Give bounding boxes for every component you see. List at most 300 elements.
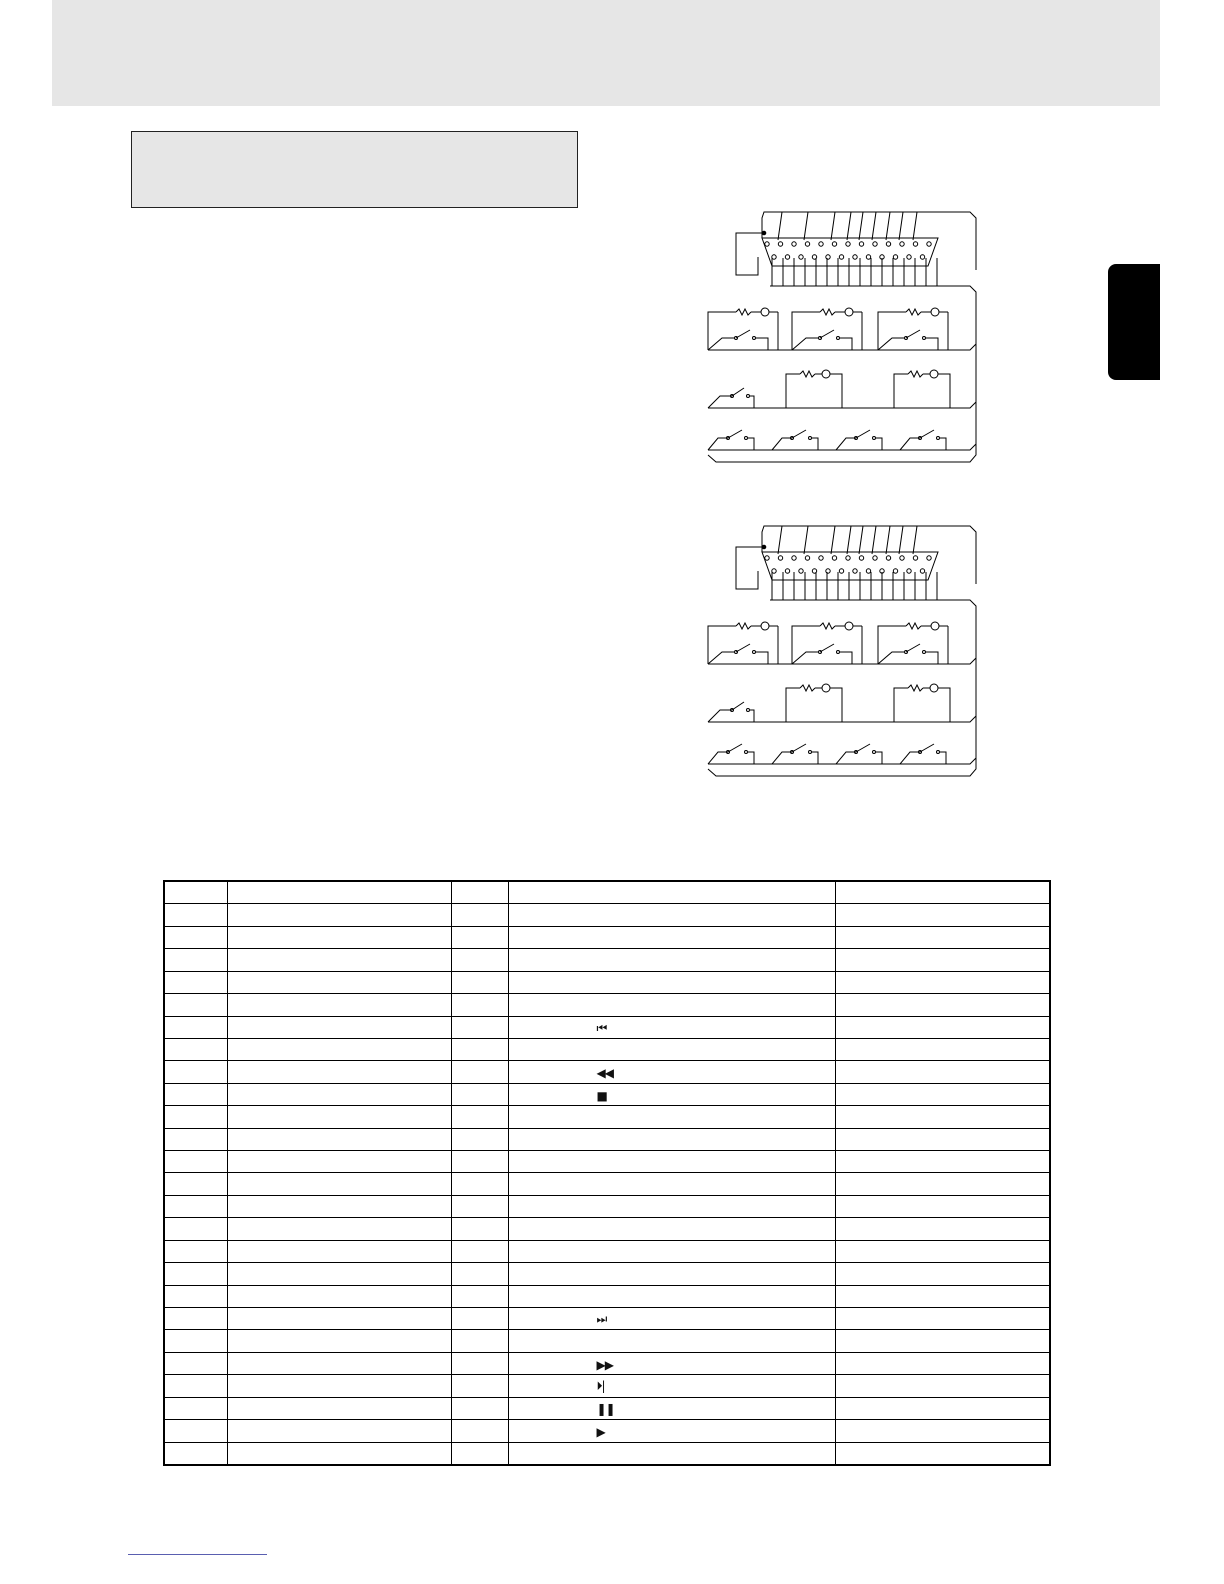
signal-wire xyxy=(859,212,863,240)
circuit-wire xyxy=(708,652,734,664)
signal-wire xyxy=(831,526,835,554)
table-cell xyxy=(835,1375,1050,1397)
circuit-wire xyxy=(926,652,938,664)
connector-pin xyxy=(927,556,931,560)
table-cell xyxy=(164,1061,227,1083)
table-cell xyxy=(227,1195,451,1217)
chapter-tab xyxy=(1108,264,1160,380)
switch-contact xyxy=(937,437,940,440)
table-cell xyxy=(508,1263,835,1285)
table-cell xyxy=(164,1397,227,1419)
table-cell xyxy=(227,881,451,904)
connector-pin xyxy=(893,569,897,573)
connector-pin xyxy=(799,569,803,573)
table-cell xyxy=(508,1308,835,1330)
connector-pin xyxy=(893,255,897,259)
connector-pin xyxy=(866,569,870,573)
pin-assignment-table xyxy=(163,880,1051,1466)
table-cell xyxy=(164,1352,227,1374)
table-cell xyxy=(164,881,227,904)
table-cell xyxy=(451,994,508,1016)
circuit-wire xyxy=(708,312,736,350)
resistor-icon xyxy=(800,685,815,691)
table-cell xyxy=(227,1061,451,1083)
circuit-wire xyxy=(894,374,908,408)
signal-wire xyxy=(778,526,782,554)
circuit-wire xyxy=(748,752,754,764)
connector-pin xyxy=(839,255,843,259)
table-cell xyxy=(451,926,508,948)
header-band xyxy=(52,0,1160,106)
circuit-wire xyxy=(708,710,732,722)
table-row xyxy=(164,1128,1050,1150)
switch-contact xyxy=(747,395,750,398)
table-row xyxy=(164,1038,1050,1060)
switch-icon xyxy=(906,330,920,338)
resistor-icon xyxy=(906,309,921,315)
table-row xyxy=(164,904,1050,926)
table-cell xyxy=(508,1285,835,1307)
circuit-wire xyxy=(812,438,818,450)
table-cell xyxy=(227,1442,451,1465)
table-cell xyxy=(227,994,451,1016)
switch-contact xyxy=(873,751,876,754)
resistor-icon xyxy=(906,623,921,629)
table-cell xyxy=(164,1308,227,1330)
resistor-icon xyxy=(800,371,815,377)
switch-contact xyxy=(745,751,748,754)
row-bus xyxy=(708,758,976,764)
table-cell xyxy=(227,1173,451,1195)
table-cell xyxy=(227,926,451,948)
switch-contact xyxy=(753,651,756,654)
connector-pin xyxy=(819,556,823,560)
connector-pin xyxy=(913,556,917,560)
switch-contact xyxy=(809,437,812,440)
signal-wire xyxy=(913,212,917,240)
table-row xyxy=(164,1061,1050,1083)
table-cell xyxy=(451,881,508,904)
pause-icon: ❚❚ xyxy=(596,1402,615,1417)
table-cell xyxy=(164,1263,227,1285)
connector-pin xyxy=(859,556,863,560)
circuit-wire xyxy=(792,312,820,350)
table-cell xyxy=(227,1016,451,1038)
connector-pin xyxy=(846,242,850,246)
table-cell xyxy=(835,1397,1050,1419)
table-cell xyxy=(451,1151,508,1173)
circuit-wire xyxy=(878,312,906,350)
stop-icon: ■ xyxy=(596,1088,607,1103)
connector-pin xyxy=(765,242,769,246)
skip-back-icon: ⏮ xyxy=(596,1020,607,1035)
junction-dot xyxy=(762,545,766,549)
signal-wire xyxy=(899,526,903,554)
resistor-icon xyxy=(736,309,751,315)
table-row xyxy=(164,994,1050,1016)
led-icon xyxy=(761,622,769,630)
connector-pin xyxy=(907,569,911,573)
circuit-wire xyxy=(938,374,950,408)
circuit-wire xyxy=(708,338,734,350)
table-cell xyxy=(835,1128,1050,1150)
switch-icon xyxy=(728,430,742,438)
table-cell xyxy=(508,1016,835,1038)
connector-pin xyxy=(832,556,836,560)
table-cell xyxy=(164,926,227,948)
table-row xyxy=(164,949,1050,971)
table-cell xyxy=(508,1420,835,1442)
table-cell xyxy=(227,1397,451,1419)
switch-icon xyxy=(906,644,920,652)
table-row xyxy=(164,881,1050,904)
table-cell xyxy=(227,1240,451,1262)
wiring-diagram-top xyxy=(700,210,980,460)
circuit-wire xyxy=(840,652,852,664)
rewind-icon: ◀◀ xyxy=(596,1066,613,1081)
switch-icon xyxy=(856,430,870,438)
circuit-wire xyxy=(786,688,800,722)
connector-pin xyxy=(805,242,809,246)
switch-icon xyxy=(820,330,834,338)
switch-contact xyxy=(745,437,748,440)
circuit-wire xyxy=(840,338,852,350)
table-cell xyxy=(835,1330,1050,1352)
table-cell xyxy=(227,1308,451,1330)
table-cell xyxy=(508,1061,835,1083)
table-cell xyxy=(835,904,1050,926)
table-cell xyxy=(451,1308,508,1330)
led-icon xyxy=(822,684,830,692)
junction-dot xyxy=(762,231,766,235)
table-cell xyxy=(451,1128,508,1150)
table-cell xyxy=(451,1038,508,1060)
table-cell xyxy=(164,1375,227,1397)
connector-pin xyxy=(826,255,830,259)
switch-contact xyxy=(747,709,750,712)
table-row xyxy=(164,1263,1050,1285)
table-cell xyxy=(227,971,451,993)
table-cell xyxy=(227,1420,451,1442)
switch-icon xyxy=(820,644,834,652)
table-cell xyxy=(227,1106,451,1128)
table-cell xyxy=(451,904,508,926)
circuit-wire xyxy=(756,338,768,350)
table-cell xyxy=(227,1330,451,1352)
resistor-icon xyxy=(908,685,923,691)
table-cell xyxy=(508,994,835,1016)
table-cell xyxy=(835,994,1050,1016)
table-cell xyxy=(164,904,227,926)
connector-pin xyxy=(873,242,877,246)
signal-wire xyxy=(899,212,903,240)
table-cell xyxy=(227,1128,451,1150)
switch-icon xyxy=(920,430,934,438)
signal-wire xyxy=(913,526,917,554)
table-row xyxy=(164,1106,1050,1128)
table-cell xyxy=(835,1083,1050,1105)
signal-wire xyxy=(804,526,808,554)
circuit-wire xyxy=(876,752,882,764)
connector-pin xyxy=(873,556,877,560)
table-row xyxy=(164,1308,1050,1330)
table-cell xyxy=(835,1442,1050,1465)
table-cell xyxy=(508,1218,835,1240)
switch-contact xyxy=(923,337,926,340)
table-cell xyxy=(451,1442,508,1465)
connector-pin xyxy=(859,242,863,246)
signal-wire xyxy=(872,526,876,554)
connector-pin xyxy=(886,242,890,246)
table-cell xyxy=(227,1218,451,1240)
table-cell xyxy=(227,1263,451,1285)
connector-pin xyxy=(839,569,843,573)
table-cell xyxy=(835,1016,1050,1038)
connector-pin xyxy=(853,569,857,573)
switch-contact xyxy=(837,337,840,340)
table-row xyxy=(164,1173,1050,1195)
table-row xyxy=(164,1330,1050,1352)
table-cell xyxy=(451,1263,508,1285)
connector-pin xyxy=(920,569,924,573)
led-icon xyxy=(761,308,769,316)
table-cell xyxy=(451,949,508,971)
table-cell xyxy=(835,949,1050,971)
circuit-wire xyxy=(926,338,938,350)
table-cell xyxy=(164,1016,227,1038)
resistor-icon xyxy=(820,623,835,629)
table-cell xyxy=(451,971,508,993)
circuit-wire xyxy=(708,396,732,408)
table-row xyxy=(164,1151,1050,1173)
table-row xyxy=(164,1375,1050,1397)
table-cell xyxy=(451,1352,508,1374)
table-row xyxy=(164,1240,1050,1262)
connector-pin xyxy=(792,242,796,246)
table-cell xyxy=(508,1375,835,1397)
switch-contact xyxy=(923,651,926,654)
signal-wire xyxy=(831,212,835,240)
connector-pin xyxy=(846,556,850,560)
table-cell xyxy=(835,1285,1050,1307)
circuit-wire xyxy=(792,652,818,664)
table-cell xyxy=(227,1285,451,1307)
table-cell xyxy=(164,971,227,993)
circuit-wire xyxy=(878,652,904,664)
switch-icon xyxy=(792,744,806,752)
table-cell xyxy=(451,1330,508,1352)
circuit-wire xyxy=(772,752,792,764)
table-cell xyxy=(508,881,835,904)
circuit-wire xyxy=(878,626,906,664)
footer-link-rule xyxy=(128,1554,267,1555)
connector-pin xyxy=(826,569,830,573)
table-cell xyxy=(164,1128,227,1150)
circuit-wire xyxy=(792,338,818,350)
fast-forward-icon: ▶▶ xyxy=(596,1357,613,1372)
led-icon xyxy=(931,308,939,316)
table-cell xyxy=(227,949,451,971)
table-cell xyxy=(508,1038,835,1060)
table-cell xyxy=(508,1151,835,1173)
table-cell xyxy=(835,1173,1050,1195)
table-cell xyxy=(835,1038,1050,1060)
connector-pin xyxy=(805,556,809,560)
connector-pin xyxy=(853,255,857,259)
table-cell xyxy=(835,1061,1050,1083)
circuit-wire xyxy=(708,438,728,450)
connector-pin xyxy=(819,242,823,246)
signal-wire xyxy=(778,212,782,240)
table-cell xyxy=(451,1420,508,1442)
switch-contact xyxy=(753,337,756,340)
circuit-wire xyxy=(750,710,754,722)
table-cell xyxy=(451,1106,508,1128)
table-cell xyxy=(508,1397,835,1419)
table-row xyxy=(164,1195,1050,1217)
table-cell xyxy=(227,1038,451,1060)
circuit-wire xyxy=(792,626,820,664)
table-cell xyxy=(835,1420,1050,1442)
table-row xyxy=(164,1352,1050,1374)
connector-pin xyxy=(913,242,917,246)
table-cell xyxy=(451,1240,508,1262)
loopback-wire xyxy=(736,547,764,589)
table-cell xyxy=(164,1106,227,1128)
table-cell xyxy=(835,1263,1050,1285)
signal-wire xyxy=(886,526,890,554)
circuit-wire xyxy=(748,438,754,450)
table-cell xyxy=(508,1173,835,1195)
table-row xyxy=(164,1218,1050,1240)
table-cell xyxy=(164,994,227,1016)
connector-pin xyxy=(907,255,911,259)
table-cell xyxy=(508,1195,835,1217)
switch-icon xyxy=(736,330,750,338)
table-cell xyxy=(227,904,451,926)
table-cell xyxy=(835,1240,1050,1262)
circuit-wire xyxy=(836,752,856,764)
row-bus xyxy=(708,292,976,350)
table-cell xyxy=(835,1352,1050,1374)
table-cell xyxy=(508,1442,835,1465)
table-cell xyxy=(164,1442,227,1465)
signal-wire xyxy=(886,212,890,240)
led-icon xyxy=(845,308,853,316)
table-cell xyxy=(835,926,1050,948)
switch-icon xyxy=(792,430,806,438)
circuit-wire xyxy=(878,338,904,350)
table-cell xyxy=(451,1083,508,1105)
circuit-wire xyxy=(830,374,842,408)
table-cell xyxy=(508,949,835,971)
circuit-wire xyxy=(900,438,920,450)
table-cell xyxy=(164,1173,227,1195)
signal-wire xyxy=(872,212,876,240)
table-row xyxy=(164,1442,1050,1465)
switch-icon xyxy=(732,702,744,710)
table-cell xyxy=(451,1195,508,1217)
table-cell xyxy=(835,971,1050,993)
play-icon: ▶ xyxy=(596,1424,605,1439)
table-cell xyxy=(508,1240,835,1262)
table-cell xyxy=(835,1106,1050,1128)
table-cell xyxy=(164,1218,227,1240)
table-cell xyxy=(227,1083,451,1105)
signal-wire xyxy=(847,526,851,554)
circuit-wire xyxy=(938,688,950,722)
circuit-wire xyxy=(812,752,818,764)
circuit-wire xyxy=(756,652,768,664)
connector-pin xyxy=(832,242,836,246)
table-cell xyxy=(508,1352,835,1374)
wiring-diagram-bottom xyxy=(700,524,980,774)
circuit-wire xyxy=(836,438,856,450)
circuit-wire xyxy=(876,438,882,450)
connector-pin xyxy=(920,255,924,259)
table-row xyxy=(164,1083,1050,1105)
table-cell xyxy=(835,1218,1050,1240)
table-row xyxy=(164,1016,1050,1038)
table-cell xyxy=(451,1061,508,1083)
table-cell xyxy=(451,1285,508,1307)
resistor-icon xyxy=(736,623,751,629)
connector-pin xyxy=(785,569,789,573)
table-cell xyxy=(227,1375,451,1397)
table-cell xyxy=(835,1151,1050,1173)
led-icon xyxy=(930,370,938,378)
table-cell xyxy=(164,1151,227,1173)
connector-pin xyxy=(792,556,796,560)
table-row xyxy=(164,1285,1050,1307)
connector-pin xyxy=(799,255,803,259)
table-cell xyxy=(508,971,835,993)
table-cell xyxy=(227,1352,451,1374)
circuit-wire xyxy=(940,752,946,764)
table-row xyxy=(164,1420,1050,1442)
led-icon xyxy=(845,622,853,630)
table-cell xyxy=(164,1083,227,1105)
connector-pin xyxy=(927,242,931,246)
switch-icon xyxy=(920,744,934,752)
connector-pin xyxy=(778,242,782,246)
signal-wire xyxy=(859,526,863,554)
table-row xyxy=(164,926,1050,948)
loopback-wire xyxy=(736,233,764,275)
signal-wire xyxy=(847,212,851,240)
table-cell xyxy=(164,1240,227,1262)
switch-contact xyxy=(809,751,812,754)
switch-icon xyxy=(732,388,744,396)
circuit-wire xyxy=(894,688,908,722)
circuit-wire xyxy=(940,438,946,450)
table-cell xyxy=(227,1151,451,1173)
circuit-wire xyxy=(708,752,728,764)
switch-icon xyxy=(728,744,742,752)
circuit-wire xyxy=(750,396,754,408)
connector-pin xyxy=(778,556,782,560)
table-row xyxy=(164,971,1050,993)
table-cell xyxy=(164,1195,227,1217)
switch-icon xyxy=(736,644,750,652)
skip-forward-icon: ⏭ xyxy=(596,1312,607,1327)
circuit-wire xyxy=(772,438,792,450)
table-cell xyxy=(508,1106,835,1128)
circuit-wire xyxy=(830,688,842,722)
connector-pin xyxy=(886,556,890,560)
table-cell xyxy=(451,1173,508,1195)
connector-pin xyxy=(765,556,769,560)
